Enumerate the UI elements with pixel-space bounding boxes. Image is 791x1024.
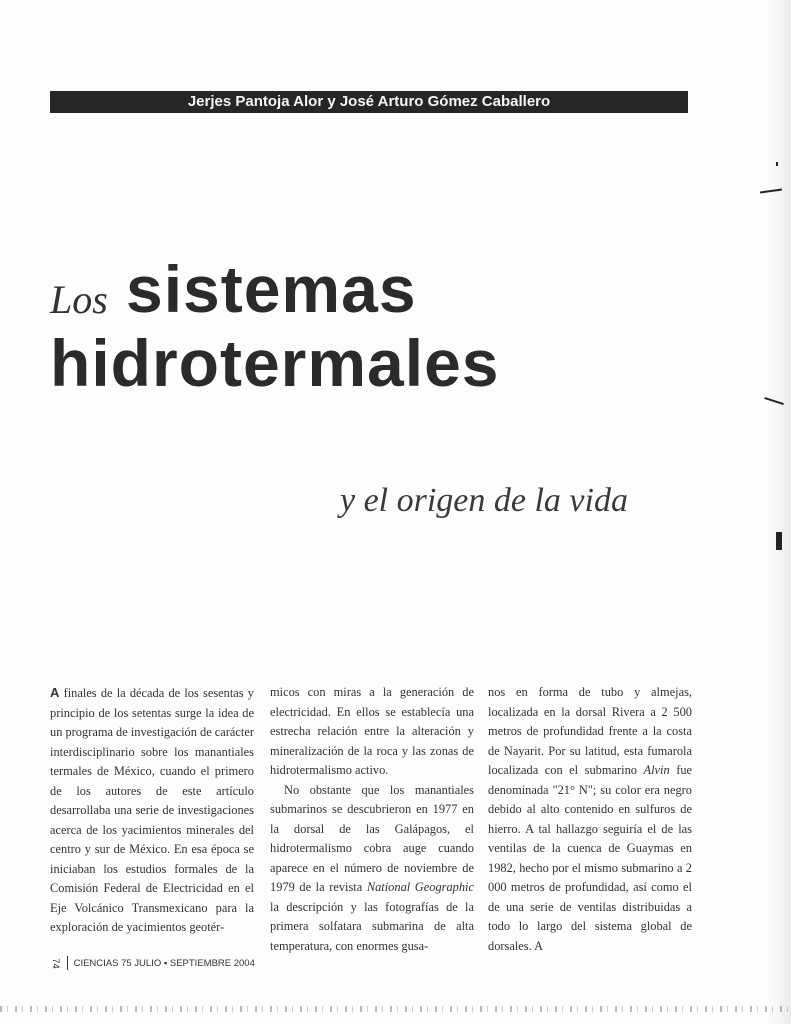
column-3-text-a: nos en forma de tubo y almejas, localizada en la dorsal Rivera a 2 500 metros de profundidad frente a la costa de Nayarit. Por su latitud, esta fumarola localizada con el submarino [488, 685, 692, 777]
title-prefix: Los [50, 277, 108, 322]
footer-issue: CIENCIAS 75 JULIO ▪ SEPTIEMBRE 2004 [73, 957, 255, 969]
scan-noise [0, 1006, 791, 1012]
column-3-text-c: fue denominada "21° N"; su color era negro debido al alto contenido en sulfuros de hierro. A tal hallazgo seguiría el de las ventilas de la cuenca de Guaymas en 1982, hecho por el mismo submarino a 2 000 metros de profundidad, así como el de una serie de ventilas distribuidas a todo lo largo del sistema global de dorsales. A [488, 763, 693, 953]
body-column-2 [270, 683, 474, 956]
column-2-text-a: No obstante que los manantiales submarinos se descubrieron en 1977 en la dorsal de las Galápagos, el hidrotermalismo cobra auge cuando aparece en el número de noviembre de 1979 de la revista [270, 782, 474, 894]
footer-divider [67, 956, 68, 970]
body-column-1 [50, 683, 254, 938]
magazine-name: National Geographic [366, 880, 474, 894]
submarine-name: Alvin [643, 763, 670, 777]
title-line-2: hidrotermales [50, 326, 500, 400]
author-byline: Jerjes Pantoja Alor y José Arturo Gómez Caballero [50, 91, 688, 113]
column-2-paragraph-2 [270, 781, 474, 957]
body-column-3 [488, 683, 692, 956]
page-number: 74 [49, 957, 61, 969]
column-1-text: finales de la década de los sesentas y principio de los setentas surge la idea de un programa de investigación de carácter interdisciplinario sobre los manantiales termales de México, cuando el primero de los autores de este artículo desarrollaba una serie de investigaciones acerca de los yacimientos minerales del centro y sur de México. En esa época se iniciaban los estudios formales de la Comisión Federal de Electricidad en el Eje Volcánico Transmexicano para la exploración de yacimientos geotér- [50, 686, 255, 934]
scan-mark [776, 162, 778, 166]
subtitle: y el origen de la vida [340, 482, 628, 519]
drop-cap: A [50, 685, 60, 700]
column-2-paragraph-1: micos con miras a la generación de electricidad. En ellos se establecía una estrecha relación entre la alteración y mineralización de la roca y las zonas de hidrotermalismo activo. [270, 685, 474, 777]
scan-mark [776, 532, 782, 550]
page-footer [50, 956, 255, 970]
title-line-1: sistemas [126, 252, 417, 326]
scan-shadow [767, 0, 791, 1024]
column-2-text-c: la descripción y las fotografías de la primera solfatara submarina de alta temperatura, con enormes gusa- [270, 899, 474, 953]
